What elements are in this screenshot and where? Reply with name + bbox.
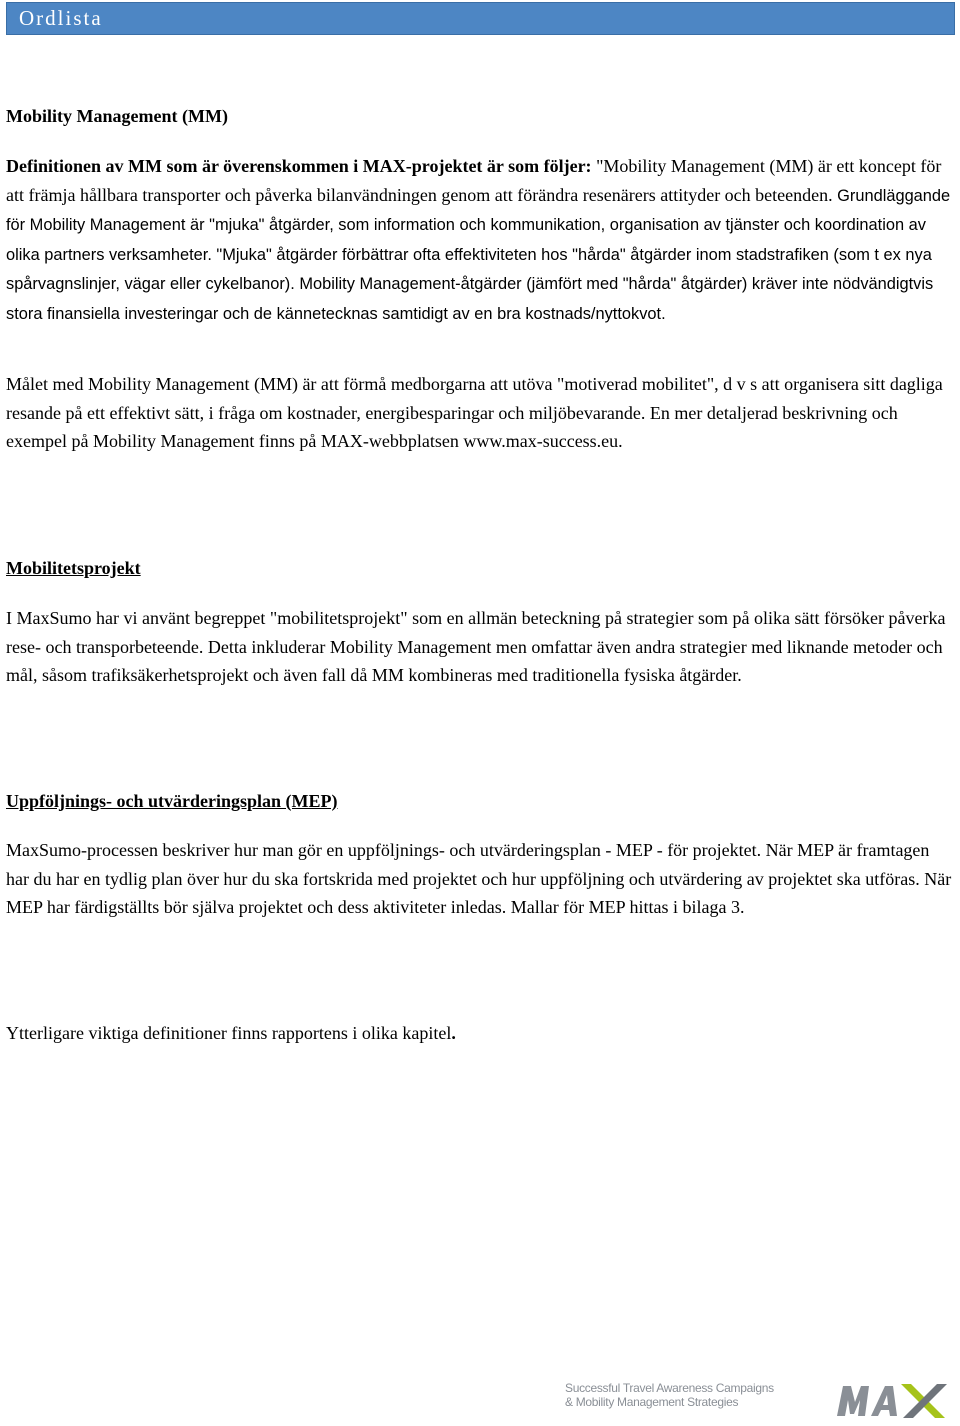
- mm-definition-serif: "Mobility Management (MM) är ett koncept för att främja hållbara transporter och påverka bilanvändningen genom att förändra resenärers attityder och beteenden.: [6, 156, 942, 205]
- mm-definition-sans: Grundläggande för Mobility Management är "mjuka" åtgärder, som information och kommunikation, organisation av tjänster och koordination av olika partners verksamheter. "Mjuka" åtgärder förbättrar ofta effektiviteten hos "hårda" åtgärder inom stadstrafiken (som t ex nya spårvagnslinjer, vägar eller cykelbanor). Mobility Management-åtgärder (jämfört med "hårda" åtgärder) kräver inte nödvändigtvis stora finansiella investeringar och de kännetecknas samtidigt av en bra kostnads/nyttokvot.: [6, 186, 951, 323]
- mep-paragraph: MaxSumo-processen beskriver hur man gör en uppföljnings- och utvärderingsplan - MEP - för projektet. När MEP är framtagen har du har en tydlig plan över hur du ska fortskrida med projektet och hur uppföljning och utvärdering av projektet ska utföras. När MEP har färdigställts bör själva projektet och dess aktiviteter inledas. Mallar för MEP hittas i bilaga 3.: [6, 840, 952, 917]
- closing-text: Ytterligare viktiga definitioner finns rapportens i olika kapitel: [6, 1023, 452, 1043]
- max-logo: [833, 1380, 953, 1420]
- max-logo-a: [871, 1386, 897, 1416]
- footer-tagline: [565, 1381, 774, 1409]
- footer-tagline-line-2: & Mobility Management Strategies: [565, 1395, 739, 1409]
- title-bar: [6, 2, 955, 35]
- section-heading-mobilitetsprojekt: Mobilitetsprojekt: [6, 558, 141, 578]
- page-title: Ordlista: [19, 6, 103, 30]
- max-logo-m: [837, 1386, 869, 1416]
- closing-period: .: [451, 1023, 456, 1043]
- footer-branding: [565, 1380, 955, 1420]
- footer-tagline-line-1: Successful Travel Awareness Campaigns: [565, 1381, 774, 1395]
- mobilitetsprojekt-paragraph: I MaxSumo har vi använt begreppet "mobilitetsprojekt" som en allmän beteckning på strategier som på olika sätt försöker påverka rese- och transporbeteende. Detta inkluderar Mobility Management men omfattar även andra strategier med liknande metoder och mål, såsom trafiksäkerhetsprojekt och även fall då MM kombineras med traditionella fysiska åtgärder.: [6, 608, 946, 685]
- mm-definition-lead: Definitionen av MM som är överenskommen i MAX-projektet är som följer:: [6, 156, 597, 176]
- section-heading-mm: Mobility Management (MM): [6, 106, 228, 126]
- section-heading-mep: Uppföljnings- och utvärderingsplan (MEP): [6, 791, 338, 811]
- closing-note: [6, 1019, 956, 1048]
- mm-definition-paragraph: [6, 152, 956, 328]
- mm-goal-paragraph: Målet med Mobility Management (MM) är att förmå medborgarna att utöva "motiverad mobilitet", d v s att organisera sitt dagliga resande på ett effektivt sätt, i fråga om kostnader, energibesparingar och miljöbevarande. En mer detaljerad beskrivning och exempel på Mobility Management finns på MAX-webbplatsen www.max-success.eu.: [6, 374, 943, 451]
